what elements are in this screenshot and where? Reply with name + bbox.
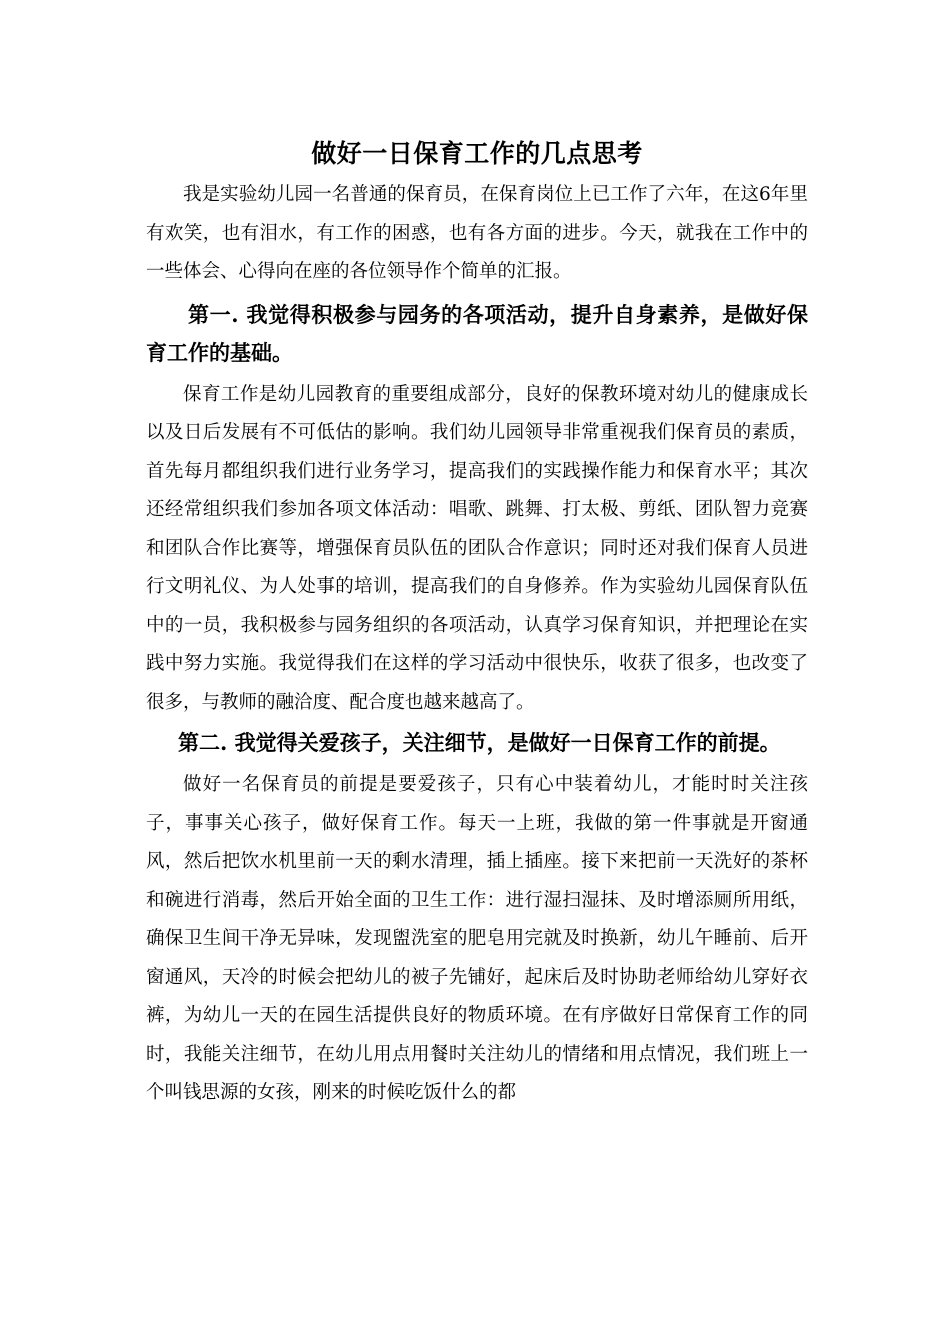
section-body-1: 保育工作是幼儿园教育的重要组成部分，良好的保教环境对幼儿的健康成长以及日后发展有不可低估的影响。我们幼儿园领导非常重视我们保育员的素质，首先每月都组织我们进行业务学习，提高我们的实践操作能力和保育水平；其次还经常组织我们参加各项文体活动：唱歌、跳舞、打太极、剪纸、团队智力竞赛和团队合作比赛等，增强保育员队伍的团队合作意识；同时还对我们保育人员进行文明礼仪、为人处事的培训，提高我们的自身修养。作为实验幼儿园保育队伍中的一员，我积极参与园务组织的各项活动，认真学习保育知识，并把理论在实践中努力实施。我觉得我们在这样的学习活动中很快乐，收获了很多，也改变了很多，与教师的融洽度、配合度也越来越高了。 <box>146 383 808 713</box>
document-page <box>146 132 808 1113</box>
intro-paragraph: 我是实验幼儿园一名普通的保育员，在保育岗位上已工作了六年，在这6年里有欢笑，也有泪水，有工作的困惑，也有各方面的进步。今天，就我在工作中的一些体会、心得向在座的各位领导作个简单的汇报。 <box>146 184 808 282</box>
document-title: 做好一日保育工作的几点思考 <box>311 139 643 168</box>
section-body-2: 做好一名保育员的前提是要爱孩子，只有心中装着幼儿，才能时时关注孩子，事事关心孩子，做好保育工作。每天一上班，我做的第一件事就是开窗通风，然后把饮水机里前一天的剩水清理，插上插座。接下来把前一天洗好的茶杯和碗进行消毒，然后开始全面的卫生工作：进行湿扫湿抹、及时增添厕所用纸，确保卫生间干净无异味，发现盥洗室的肥皂用完就及时换新，幼儿午睡前、后开窗通风，天冷的时候会把幼儿的被子先铺好，起床后及时协助老师给幼儿穿好衣裤，为幼儿一天的在园生活提供良好的物质环境。在有序做好日常保育工作的同时，我能关注细节，在幼儿用点用餐时关注幼儿的情绪和用点情况，我们班上一个叫钱思源的女孩，刚来的时候吃饭什么的都 <box>146 774 808 1103</box>
section-heading-1: 第一. 我觉得积极参与园务的各项活动，提升自身素养，是做好保育工作的基础。 <box>146 301 808 365</box>
section-heading-2: 第二. 我觉得关爱孩子，关注细节，是做好一日保育工作的前提。 <box>178 730 781 755</box>
